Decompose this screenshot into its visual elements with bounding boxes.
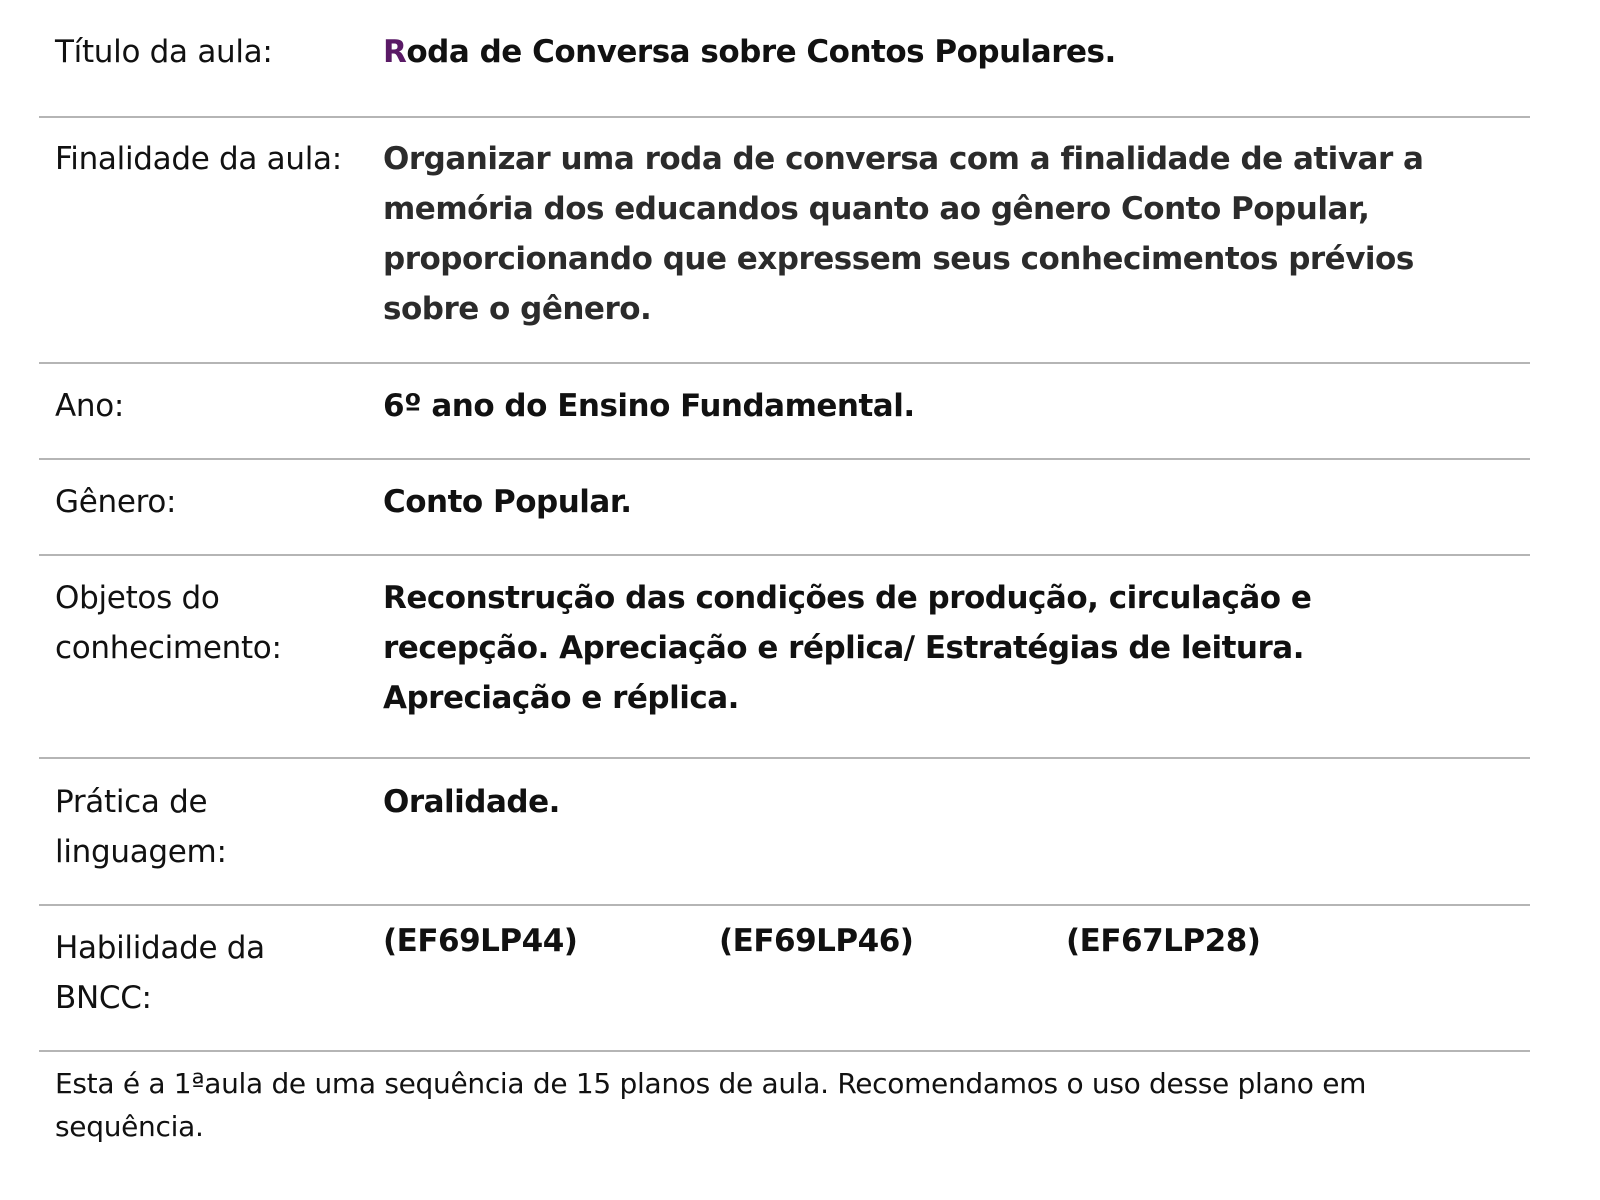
row-knowledge-objects	[39, 556, 1530, 759]
title-value	[383, 0, 1530, 116]
lesson-plan-table	[39, 0, 1530, 1052]
sequence-note: Esta é a 1ªaula de uma sequência de 15 planos de aula. Recomendamos o uso desse plano em sequência.	[55, 1067, 1367, 1143]
bncc-code: (EF69LP44)	[383, 923, 578, 959]
skills-label: Habilidade da BNCC:	[55, 930, 265, 1016]
purpose-value: Organizar uma roda de conversa com a finalidade de ativar a memória dos educandos quanto ao gênero Conto Popular, proporcionando que expressem seus conhecimentos prévios sobre o gênero.	[383, 141, 1424, 327]
genre-value: Conto Popular.	[383, 484, 632, 520]
row-year	[39, 364, 1530, 460]
title-label: Título da aula:	[55, 34, 273, 70]
skills-codes	[383, 906, 1260, 1050]
practice-label: Prática de linguagem:	[55, 784, 227, 870]
row-genre	[39, 460, 1530, 556]
year-label: Ano:	[55, 388, 125, 424]
bncc-code: (EF69LP46)	[719, 923, 914, 959]
row-language-practice	[39, 759, 1530, 906]
knowledge-label: Objetos do conhecimento:	[55, 580, 282, 666]
purpose-label: Finalidade da aula:	[55, 141, 342, 177]
practice-value: Oralidade.	[383, 784, 560, 820]
row-purpose	[39, 118, 1530, 364]
title-initial: R	[383, 34, 407, 70]
year-value: 6º ano do Ensino Fundamental.	[383, 388, 915, 424]
row-bncc-skills	[39, 906, 1530, 1052]
genre-label: Gênero:	[55, 484, 177, 520]
row-title	[39, 0, 1530, 118]
title-rest: oda de Conversa sobre Contos Populares.	[406, 34, 1116, 70]
knowledge-value: Reconstrução das condições de produção, circulação e recepção. Apreciação e réplica/ Estratégias de leitura. Apreciação e réplica.	[383, 580, 1312, 716]
bncc-code: (EF67LP28)	[1066, 923, 1261, 959]
